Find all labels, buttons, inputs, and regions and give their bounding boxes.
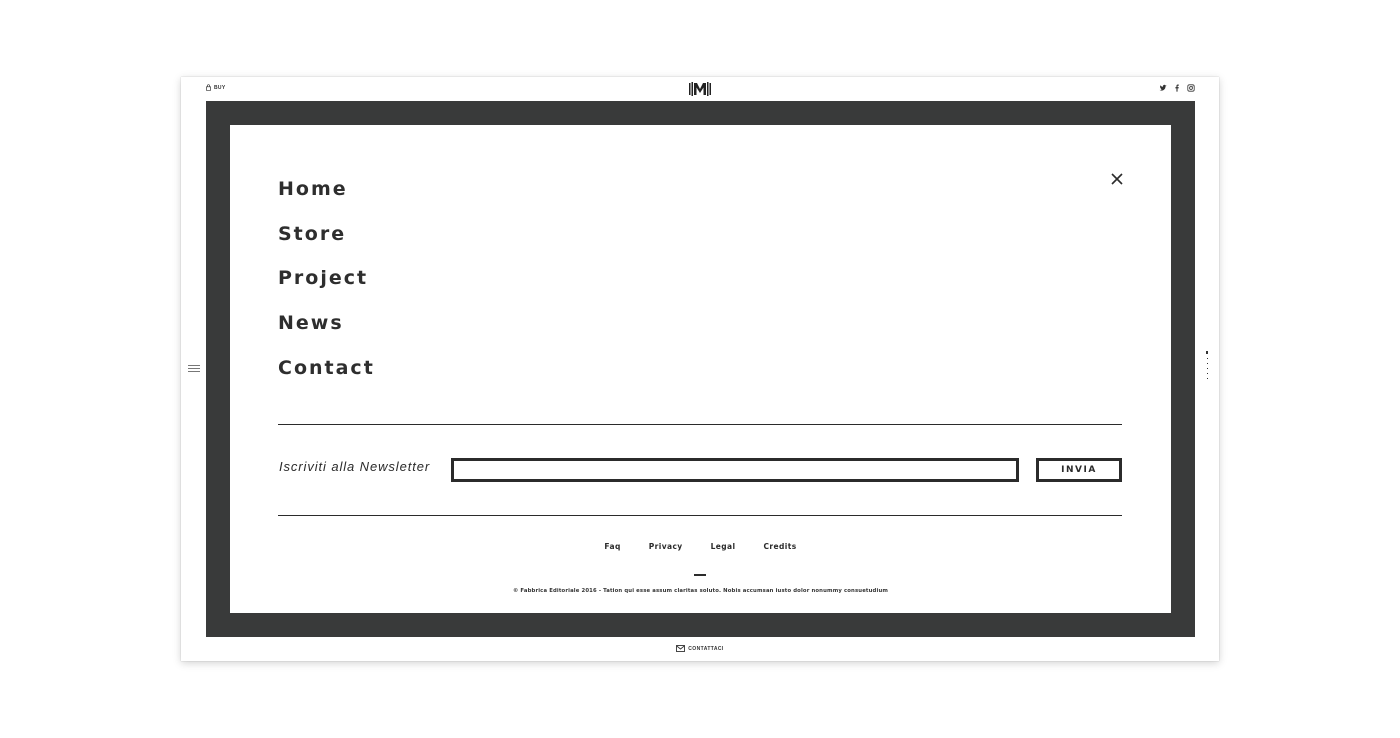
contact-label: CONTATTACI — [688, 645, 724, 652]
mail-icon — [676, 645, 685, 652]
hamburger-menu-icon[interactable] — [188, 365, 200, 373]
pagination-dot[interactable] — [1206, 351, 1208, 354]
main-navigation — [278, 173, 375, 396]
footer-separator — [694, 574, 706, 576]
facebook-icon[interactable] — [1173, 84, 1181, 92]
nav-item-store[interactable]: Store — [278, 222, 347, 245]
pagination-dot[interactable] — [1207, 378, 1208, 379]
instagram-icon[interactable] — [1187, 84, 1195, 92]
buy-label: BUY — [214, 84, 226, 91]
contact-link[interactable] — [181, 645, 1219, 652]
buy-link[interactable] — [205, 84, 225, 91]
footer-link-faq[interactable]: Faq — [604, 542, 621, 551]
nav-item-project[interactable]: Project — [278, 267, 369, 290]
footer-links — [230, 542, 1171, 551]
shopping-bag-icon — [205, 84, 212, 91]
pagination-dot[interactable] — [1207, 363, 1208, 364]
twitter-icon[interactable] — [1159, 84, 1167, 92]
divider-top — [278, 424, 1122, 425]
footer-link-credits[interactable]: Credits — [763, 542, 797, 551]
footer-link-privacy[interactable]: Privacy — [648, 542, 683, 551]
menu-panel — [230, 125, 1171, 613]
nav-item-home[interactable]: Home — [278, 178, 348, 200]
newsletter-submit-button[interactable]: INVIA — [1036, 458, 1122, 482]
newsletter-email-input[interactable] — [451, 458, 1019, 482]
close-icon[interactable] — [1110, 172, 1124, 186]
nav-item-contact[interactable]: Contact — [278, 356, 375, 379]
copyright-text: © Fabbrica Editoriale 2016 - Tation qui esse assum claritas soluto. Nobis accumsan iusto dolor nonummy consuetudium — [512, 588, 889, 594]
newsletter-label: Iscriviti alla Newsletter — [279, 459, 431, 474]
menu-overlay — [206, 101, 1195, 637]
m-logo-icon[interactable] — [689, 82, 711, 96]
pagination-dot[interactable] — [1207, 373, 1208, 374]
browser-frame — [181, 77, 1219, 661]
divider-bottom — [278, 515, 1122, 516]
section-pagination[interactable] — [1205, 351, 1209, 387]
nav-item-news[interactable]: News — [278, 312, 344, 335]
footer-link-legal[interactable]: Legal — [710, 542, 736, 551]
social-links — [1159, 84, 1195, 92]
pagination-dot[interactable] — [1207, 368, 1208, 369]
pagination-dot[interactable] — [1207, 358, 1208, 359]
